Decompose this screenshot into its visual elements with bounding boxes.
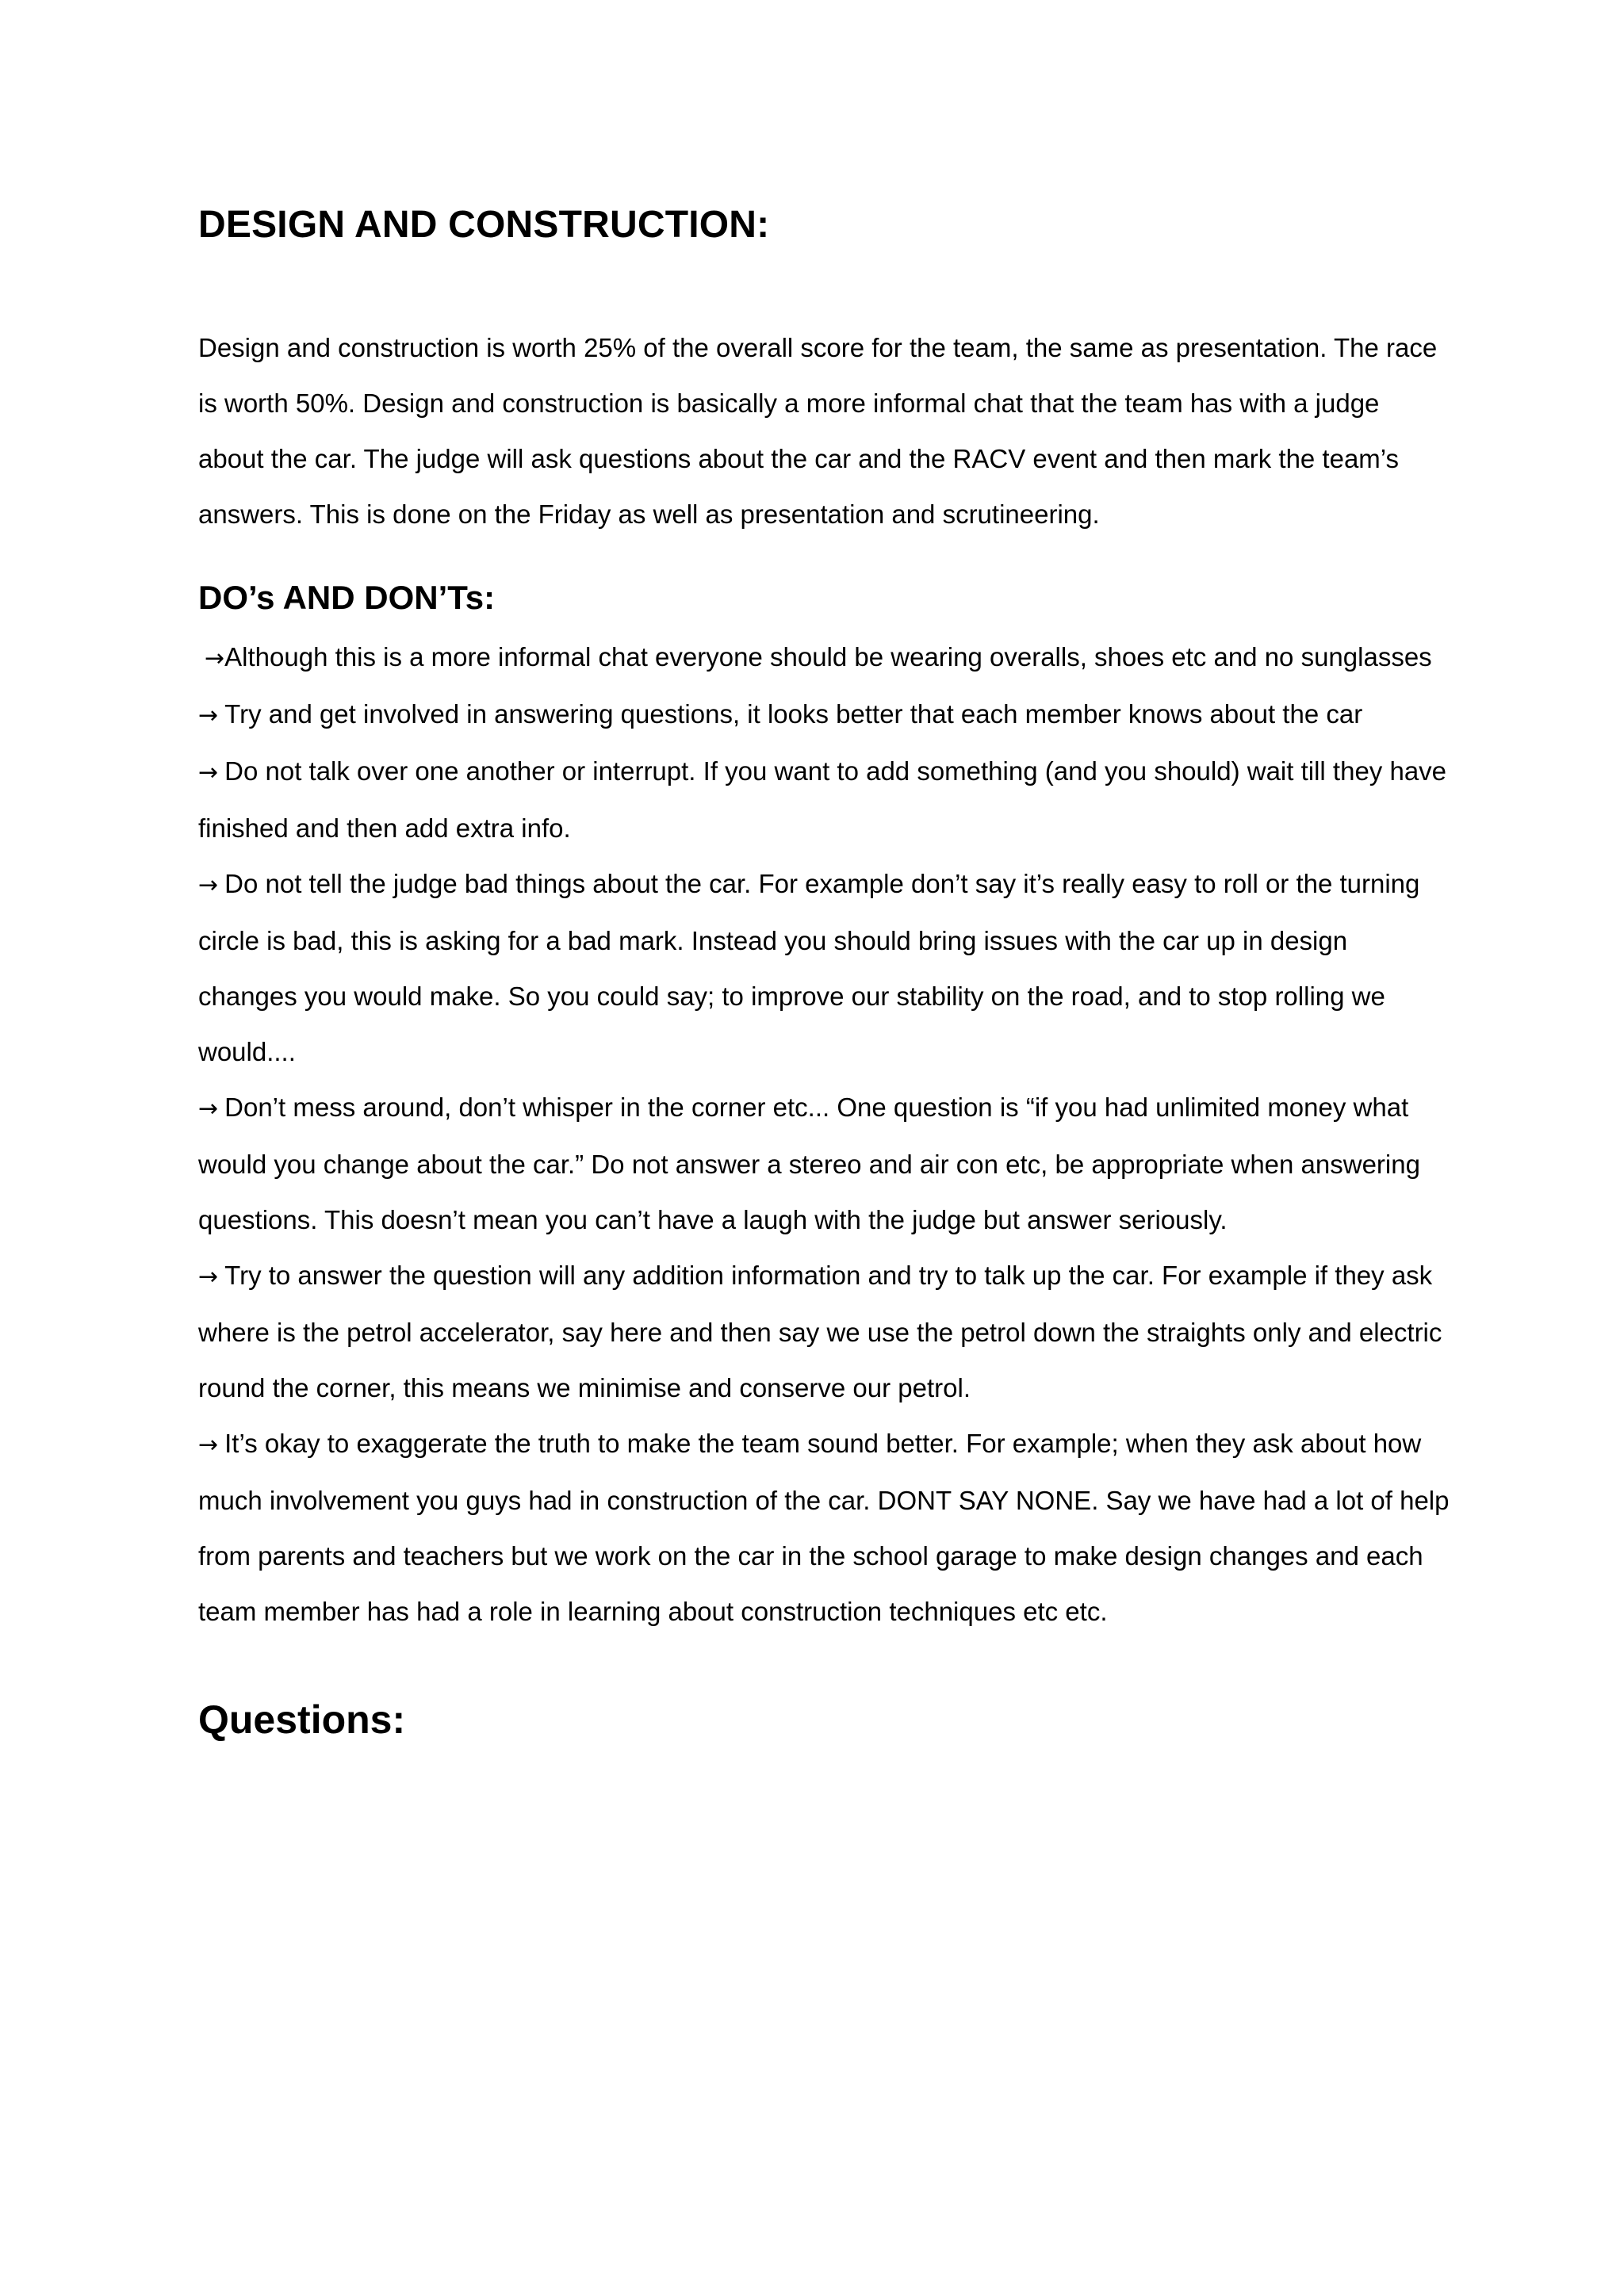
list-item bbox=[198, 744, 1451, 856]
list-item-text: Do not tell the judge bad things about the car. For example don’t say it’s really easy to roll or the turning circle is bad, this is asking for a bad mark. Instead you should bring issues with the car up in design changes you would make. So you could say; to improve our stability on the road, and to stop rolling we would.... bbox=[198, 869, 1420, 1066]
intro-paragraph: Design and construction is worth 25% of the overall score for the team, the same as presentation. The race is worth 50%. Design and construction is basically a more informal chat that the team has with a judge about the car. The judge will ask questions about the car and the RACV event and then mark the team’s answers. This is done on the Friday as well as presentation and scrutineering. bbox=[198, 333, 1438, 529]
arrow-right-icon: → bbox=[198, 702, 219, 729]
arrow-right-icon: → bbox=[198, 871, 219, 899]
questions-heading: Questions: bbox=[198, 1697, 406, 1742]
list-item-text: Don’t mess around, don’t whisper in the corner etc... One question is “if you had unlimited money what would you change about the car.” Do not answer a stereo and air con etc, be appropriate when answering questions. This doesn’t mean you can’t have a laugh with the judge but answer seriously. bbox=[198, 1093, 1420, 1234]
list-item-text: Try and get involved in answering questions, it looks better that each member knows about the car bbox=[224, 699, 1363, 729]
list-item bbox=[198, 687, 1451, 744]
list-item bbox=[198, 1248, 1451, 1416]
arrow-right-icon: → bbox=[205, 645, 225, 672]
list-item-text: Although this is a more informal chat everyone should be wearing overalls, shoes etc and no sunglasses bbox=[224, 642, 1432, 672]
list-item bbox=[198, 1080, 1451, 1248]
list-item bbox=[198, 1416, 1451, 1640]
list-item bbox=[198, 856, 1451, 1080]
dos-and-donts-heading: DO’s AND DON’Ts: bbox=[198, 579, 496, 616]
dos-and-donts-list bbox=[198, 629, 1451, 1640]
list-item-text: Do not talk over one another or interrupt. If you want to add something (and you should) wait till they have finished and then add extra info. bbox=[198, 756, 1447, 843]
arrow-right-icon: → bbox=[198, 1095, 219, 1123]
page-title: DESIGN AND CONSTRUCTION: bbox=[198, 204, 770, 246]
list-item bbox=[198, 629, 1451, 687]
document-body bbox=[198, 200, 1451, 1746]
list-item-text: It’s okay to exaggerate the truth to make the team sound better. For example; when they ask about how much involvement you guys had in construction of the car. DONT SAY NONE. Say we have had a lot of help from parents and teachers but we work on the car in the school garage to make design changes and each team member has had a role in learning about construction techniques etc etc. bbox=[198, 1429, 1450, 1626]
arrow-right-icon: → bbox=[198, 1263, 219, 1291]
arrow-right-icon: → bbox=[198, 1431, 219, 1459]
list-item-text: Try to answer the question will any addition information and try to talk up the car. For example if they ask where is the petrol accelerator, say here and then say we use the petrol down the straights only and electric round the corner, this means we minimise and conserve our petrol. bbox=[198, 1261, 1442, 1402]
arrow-right-icon: → bbox=[198, 759, 219, 786]
